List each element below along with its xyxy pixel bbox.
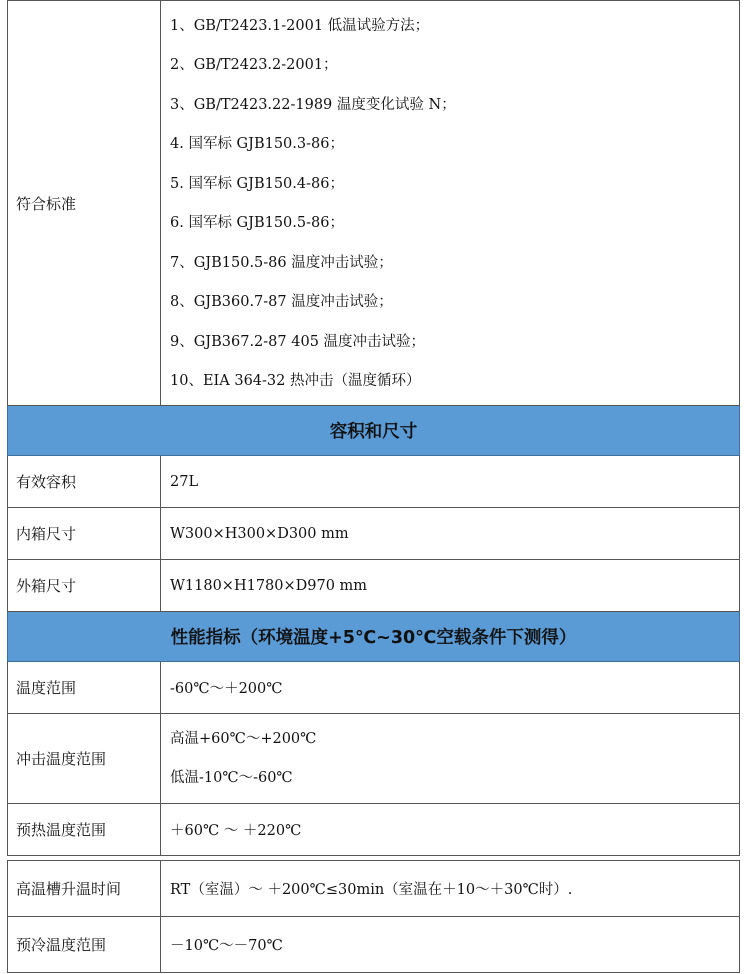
spec-sheet <box>7 0 740 973</box>
temp-range-value: -60℃～＋200℃ <box>161 662 740 714</box>
heat-up-row <box>8 861 740 917</box>
shock-low-value: 低温-10℃～-60℃ <box>170 769 293 786</box>
standard-item: 1、GB/T2423.1-2001 低温试验方法； <box>170 17 430 34</box>
shock-range-cell <box>161 714 740 804</box>
standards-row <box>8 1 740 406</box>
performance-section-header <box>8 612 740 662</box>
standard-item: 9、GJB367.2-87 405 温度冲击试验； <box>170 333 426 350</box>
standard-item: 7、GJB150.5-86 温度冲击试验； <box>170 254 393 271</box>
spec-table-bottom <box>7 860 740 973</box>
shock-high-value: 高温+60℃～+200℃ <box>170 730 317 747</box>
shock-range-row <box>8 714 740 804</box>
standards-label: 符合标准 <box>8 1 161 406</box>
heat-up-label: 高温槽升温时间 <box>8 861 161 917</box>
standard-item: 2、GB/T2423.2-2001； <box>170 57 338 73</box>
preheat-row <box>8 804 740 856</box>
standard-item: 4. 国军标 GJB150.3-86； <box>170 136 344 152</box>
effective-volume-row <box>8 456 740 508</box>
effective-volume-value: 27L <box>161 456 740 508</box>
standard-item: 6. 国军标 GJB150.5-86； <box>170 215 344 231</box>
inner-size-value: W300×H300×D300 mm <box>161 508 740 560</box>
outer-size-row <box>8 560 740 612</box>
spec-table-top <box>7 0 740 856</box>
precool-value: －10℃～－70℃ <box>161 917 740 973</box>
heat-up-value: RT（室温）～ ＋200℃≤30min（室温在＋10～＋30℃时）. <box>161 861 740 917</box>
standard-item: 3、GB/T2423.22-1989 温度变化试验 N； <box>170 96 456 113</box>
volume-section-title: 容积和尺寸 <box>8 406 740 456</box>
outer-size-label: 外箱尺寸 <box>8 560 161 612</box>
volume-section-header <box>8 406 740 456</box>
outer-size-value: W1180×H1780×D970 mm <box>161 560 740 612</box>
standard-item: 5. 国军标 GJB150.4-86； <box>170 175 344 192</box>
standards-list-cell <box>161 1 740 406</box>
standard-item: 8、GJB360.7-87 温度冲击试验； <box>170 294 393 310</box>
performance-section-title: 性能指标（环境温度+5℃~30℃空载条件下测得） <box>8 612 740 662</box>
precool-row <box>8 917 740 973</box>
precool-label: 预冷温度范围 <box>8 917 161 973</box>
preheat-value: ＋60℃ ～ ＋220℃ <box>161 804 740 856</box>
standard-item: 10、EIA 364-32 热冲击（温度循环） <box>170 373 421 389</box>
effective-volume-label: 有效容积 <box>8 456 161 508</box>
temp-range-label: 温度范围 <box>8 662 161 714</box>
preheat-label: 预热温度范围 <box>8 804 161 856</box>
inner-size-label: 内箱尺寸 <box>8 508 161 560</box>
shock-range-label: 冲击温度范围 <box>8 714 161 804</box>
inner-size-row <box>8 508 740 560</box>
temp-range-row <box>8 662 740 714</box>
standards-list <box>170 5 731 402</box>
